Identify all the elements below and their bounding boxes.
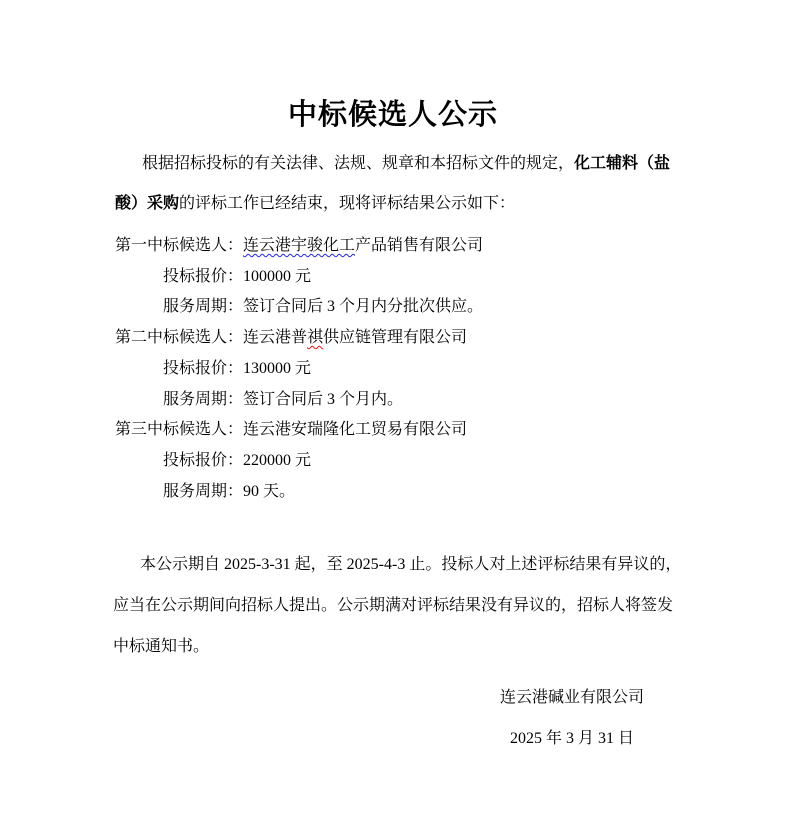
company-name: 连云港普 <box>243 329 308 347</box>
signature-block <box>472 677 672 759</box>
intro-paragraph <box>115 144 670 224</box>
intro-line <box>115 184 670 224</box>
candidate-1 <box>115 231 483 323</box>
candidate-rank-label: 第二中标候选人： <box>115 329 244 347</box>
intro-line <box>115 144 670 184</box>
period-value: 90 天。 <box>243 482 296 500</box>
text-segment: 化工辅料（盐 <box>574 155 671 172</box>
price-value: 220000 元 <box>243 451 312 469</box>
candidate-price-line <box>115 262 483 293</box>
candidate-period-line <box>115 292 483 323</box>
period-label: 服务周期： <box>163 482 244 500</box>
company-name: 连云港安瑞隆化工贸易有限公司 <box>243 421 468 439</box>
period-value: 签订合同后 3 个月内。 <box>243 390 404 408</box>
signature-date: 2025 年 3 月 31 日 <box>509 730 634 747</box>
candidate-price-line <box>115 354 483 385</box>
candidate-2 <box>115 323 483 415</box>
closing-line: 应当在公示期间向招标人提出。公示期满对评标结果没有异议的，招标人将签发 <box>113 597 674 614</box>
candidate-period-line <box>115 385 483 416</box>
text-segment: 根据招标投标的有关法律、法规、规章和本招标文件的规定， <box>142 155 575 172</box>
text-segment: 酸）采购 <box>115 195 180 212</box>
candidate-rank-line <box>115 231 483 262</box>
price-label: 投标报价： <box>163 359 244 377</box>
candidate-rank-label: 第三中标候选人： <box>115 421 244 439</box>
company-name: 供应链管理有限公司 <box>323 329 468 347</box>
closing-line: 中标通知书。 <box>113 638 210 655</box>
candidate-rank-line <box>115 415 483 446</box>
candidate-3 <box>115 415 483 507</box>
signature-company: 连云港碱业有限公司 <box>499 689 644 706</box>
company-name-squiggle-segment: 祺 <box>307 329 324 347</box>
candidate-rank-line <box>115 323 483 354</box>
candidate-rank-label: 第一中标候选人： <box>115 237 244 254</box>
closing-paragraph <box>113 544 681 667</box>
price-label: 投标报价： <box>163 451 244 469</box>
period-value: 签订合同后 3 个月内分批次供应。 <box>243 298 484 316</box>
candidate-period-line <box>115 477 483 508</box>
period-label: 服务周期： <box>163 298 244 316</box>
candidate-price-line <box>115 446 483 477</box>
price-label: 投标报价： <box>163 267 244 285</box>
text-segment: 的评标工作已经结束，现将评标结果公示如下： <box>179 195 516 212</box>
company-name: 产品销售有限公司 <box>355 237 484 254</box>
period-label: 服务周期： <box>163 390 244 408</box>
price-value: 100000 元 <box>243 267 312 285</box>
candidates-section <box>115 231 483 507</box>
price-value: 130000 元 <box>243 359 312 377</box>
closing-line: 本公示期自 2025-3-31 起，至 2025-4-3 止。投标人对上述评标结果有异议的， <box>140 556 682 573</box>
document-title: 中标候选人公示 <box>287 99 498 131</box>
company-name-squiggle-segment: 连云港宇骏化工 <box>243 237 356 254</box>
